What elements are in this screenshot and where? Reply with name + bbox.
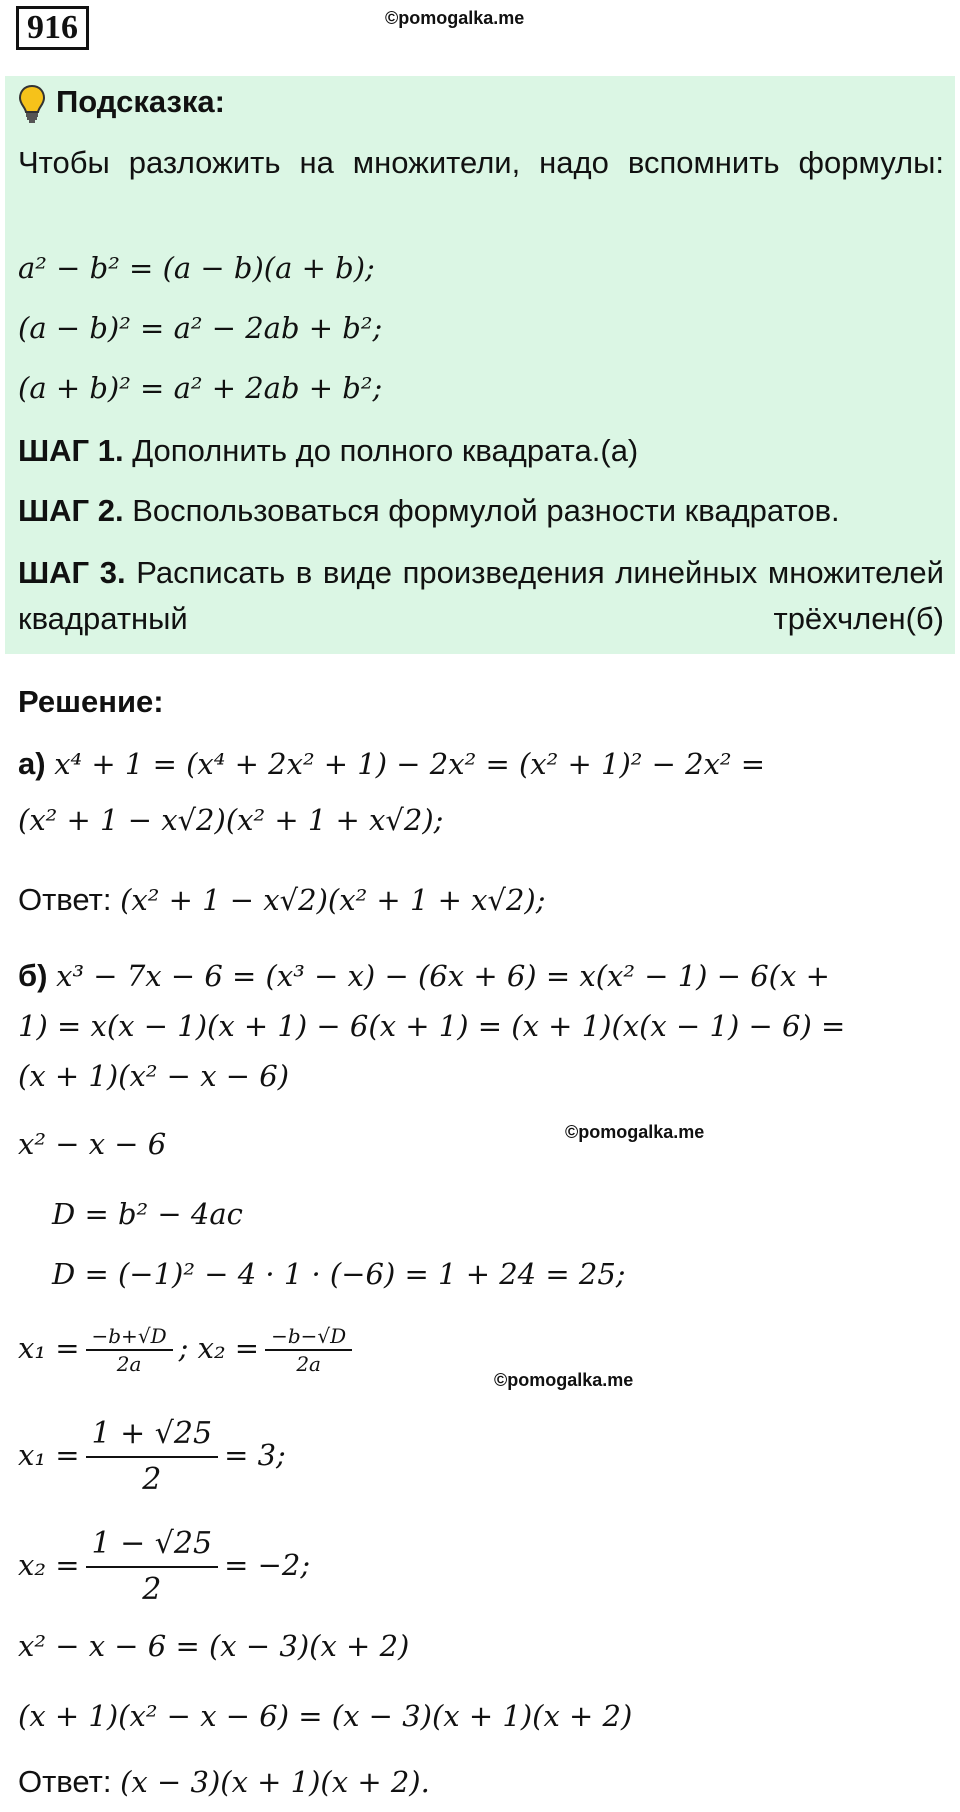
part-b-label: б) bbox=[18, 958, 48, 993]
x1-left: x₁ = bbox=[18, 1438, 80, 1472]
answer-a-label: Ответ: bbox=[18, 882, 112, 917]
x1-fraction bbox=[86, 1412, 219, 1502]
full-factored: (x + 1)(x² − x − 6) = (x − 3)(x + 1)(x + 2) bbox=[18, 1699, 633, 1733]
watermark-middle: ©pomogalka.me bbox=[565, 1122, 705, 1142]
part-a-line-1 bbox=[18, 744, 765, 784]
hint-title-row bbox=[18, 82, 225, 124]
x2-numerator: 1 − √25 bbox=[86, 1522, 219, 1568]
x2-denominator: 2 bbox=[142, 1572, 162, 1607]
step-1-text: Дополнить до полного квадрата.(а) bbox=[132, 433, 639, 468]
x1-right: = 3; bbox=[224, 1438, 286, 1472]
watermark-lower: ©pomogalka.me bbox=[494, 1370, 634, 1390]
part-b-expression-1: x³ − 7x − 6 = (x³ − x) − (6x + 6) = x(x² − 1) − 6(x + bbox=[56, 959, 830, 993]
hint-title: Подсказка: bbox=[56, 84, 225, 119]
part-a-label: а) bbox=[18, 746, 46, 781]
x1-formula-left: x₁ = bbox=[18, 1331, 80, 1365]
step-2-text: Воспользоваться формулой разности квадратов. bbox=[132, 493, 840, 528]
x2-formula-denominator: 2a bbox=[296, 1352, 321, 1376]
part-b-line-2: 1) = x(x − 1)(x + 1) − 6(x + 1) = (x + 1)(x(x − 1) − 6) = bbox=[18, 1009, 846, 1043]
formula-difference-of-squares: a² − b² = (a − b)(a + b); bbox=[18, 251, 375, 285]
step-2-label: ШАГ 2. bbox=[18, 493, 124, 528]
root-formulas bbox=[18, 1320, 358, 1377]
part-a-expression-1: x⁴ + 1 = (x⁴ + 2x² + 1) − 2x² = (x² + 1)² − 2x² = bbox=[54, 747, 766, 781]
formula-square-of-sum: (a + b)² = a² + 2ab + b²; bbox=[18, 371, 383, 405]
answer-b-row bbox=[18, 1762, 430, 1802]
hint-step-2 bbox=[18, 491, 840, 531]
hint-step-3 bbox=[18, 550, 944, 642]
part-b-line-3: (x + 1)(x² − x − 6) bbox=[18, 1059, 290, 1093]
trinomial-factored: x² − x − 6 = (x − 3)(x + 2) bbox=[18, 1629, 410, 1663]
formula-square-of-difference: (a − b)² = a² − 2ab + b²; bbox=[18, 311, 383, 345]
step-3-text: Расписать в виде произведения линейных множителей квадратный трёхчлен(б) bbox=[18, 555, 944, 636]
step-3-label: ШАГ 3. bbox=[18, 555, 126, 590]
x2-right: = −2; bbox=[224, 1548, 311, 1582]
x2-formula-numerator: −b−√D bbox=[265, 1323, 352, 1351]
lightbulb-icon bbox=[18, 84, 46, 124]
x1-denominator: 2 bbox=[142, 1462, 162, 1497]
part-b-line-1 bbox=[18, 956, 830, 996]
answer-b-value: (x − 3)(x + 1)(x + 2). bbox=[120, 1765, 430, 1799]
solution-title: Решение: bbox=[18, 684, 164, 719]
x1-formula-denominator: 2a bbox=[116, 1352, 142, 1376]
x2-left: x₂ = bbox=[18, 1548, 80, 1582]
part-a-line-2: (x² + 1 − x√2)(x² + 1 + x√2); bbox=[18, 803, 444, 837]
x1-formula-fraction bbox=[86, 1323, 173, 1377]
x2-formula-left: ; x₂ = bbox=[178, 1331, 260, 1365]
x2-formula-fraction bbox=[265, 1323, 352, 1377]
answer-a-row bbox=[18, 880, 546, 920]
discriminant-value: D = (−1)² − 4 · 1 · (−6) = 1 + 24 = 25; bbox=[52, 1257, 626, 1291]
x1-numerator: 1 + √25 bbox=[86, 1412, 219, 1458]
x2-fraction bbox=[86, 1522, 219, 1612]
answer-a-value: (x² + 1 − x√2)(x² + 1 + x√2); bbox=[120, 883, 546, 917]
trinomial: x² − x − 6 bbox=[18, 1127, 167, 1161]
x2-value bbox=[18, 1520, 310, 1612]
discriminant-formula: D = b² − 4ac bbox=[52, 1197, 243, 1231]
hint-intro: Чтобы разложить на множители, надо вспомнить формулы: bbox=[18, 145, 944, 180]
x1-formula-numerator: −b+√D bbox=[86, 1323, 173, 1351]
hint-step-1 bbox=[18, 431, 638, 471]
answer-b-label: Ответ: bbox=[18, 1764, 112, 1799]
x1-value bbox=[18, 1410, 286, 1502]
step-1-label: ШАГ 1. bbox=[18, 433, 124, 468]
watermark-top: ©pomogalka.me bbox=[385, 8, 525, 28]
problem-number: 916 bbox=[16, 6, 89, 50]
